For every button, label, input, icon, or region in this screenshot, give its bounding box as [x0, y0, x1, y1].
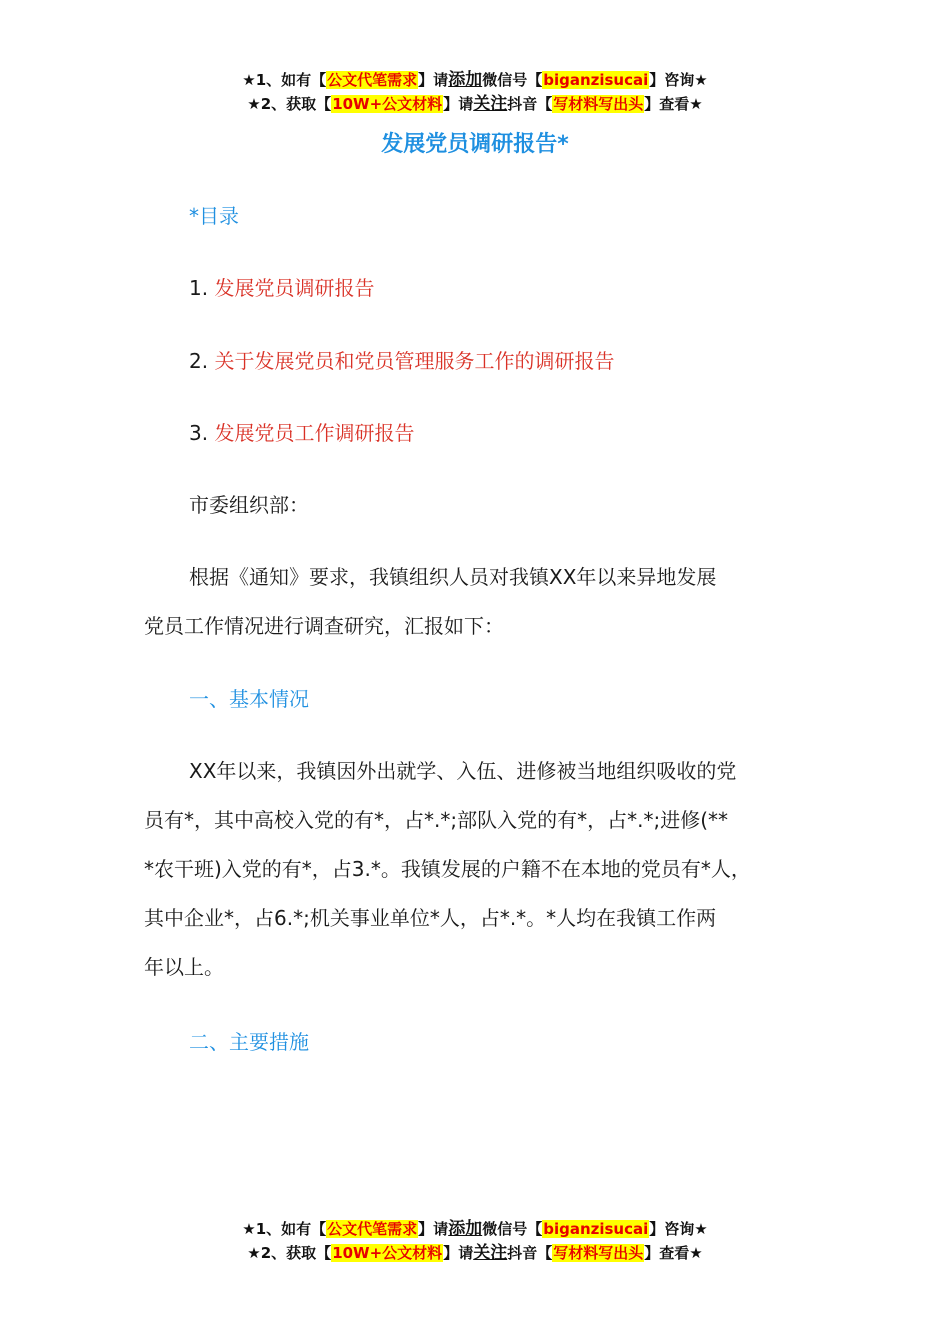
banner-line-1 [0, 1217, 950, 1241]
banner-text: 】请 [443, 1244, 474, 1262]
paragraph-line: *农干班)入党的有*，占3.*。我镇发展的户籍不在本地的党员有*人， [144, 857, 751, 881]
toc-number: 1. [189, 276, 209, 300]
banner-line-2 [0, 92, 950, 116]
intro-paragraph [144, 553, 834, 651]
star-icon: ★ [242, 71, 256, 89]
banner-text: 2、获取【 [260, 95, 332, 113]
banner-line-2 [0, 1241, 950, 1265]
bottom-banner [0, 1217, 950, 1265]
highlight-service: 公文代笔需求 [327, 71, 418, 89]
toc-item-3[interactable] [189, 409, 879, 458]
banner-text: 】查看★ [644, 1244, 703, 1262]
paragraph-line: 党员工作情况进行调查研究，汇报如下： [144, 614, 504, 638]
toc-link[interactable]: 发展党员调研报告 [214, 276, 375, 300]
highlight-douyin: 写材料写出头 [553, 1244, 644, 1262]
highlight-wechat-id: biganzisucai [543, 1220, 649, 1238]
section-1-paragraph [144, 747, 834, 992]
toc-link[interactable]: 关于发展党员和党员管理服务工作的调研报告 [214, 349, 615, 373]
toc-item-1[interactable] [189, 264, 879, 313]
toc-item-2[interactable] [189, 337, 879, 386]
banner-emphasis: 关注 [473, 1243, 508, 1263]
toc-heading: *目录 [189, 204, 239, 228]
banner-text: 微信号【 [482, 71, 543, 89]
toc-number: 3. [189, 421, 209, 445]
section-heading-2: 二、主要措施 [189, 1030, 309, 1054]
document-title: 发展党员调研报告* [381, 132, 569, 157]
banner-text: 】咨询★ [649, 1220, 708, 1238]
star-icon: ★ [242, 1220, 256, 1238]
banner-text: 1、如有【 [255, 1220, 327, 1238]
banner-text: 】咨询★ [649, 71, 708, 89]
banner-text: 微信号【 [482, 1220, 543, 1238]
toc-number: 2. [189, 349, 209, 373]
banner-text: 抖音【 [507, 95, 553, 113]
banner-line-1 [0, 68, 950, 92]
banner-text: 】请 [443, 95, 474, 113]
highlight-materials: 10W+公文材料 [332, 1244, 443, 1262]
section-heading-1: 一、基本情况 [189, 687, 309, 711]
banner-text: 】请 [418, 71, 449, 89]
banner-emphasis: 添加 [448, 70, 483, 90]
toc-link[interactable]: 发展党员工作调研报告 [214, 421, 415, 445]
highlight-service: 公文代笔需求 [327, 1220, 418, 1238]
banner-emphasis: 添加 [448, 1219, 483, 1239]
banner-text: 抖音【 [507, 1244, 553, 1262]
salutation: 市委组织部： [189, 493, 309, 517]
paragraph-line: 员有*，其中高校入党的有*，占*.*;部队入党的有*，占*.*;进修(** [144, 808, 728, 832]
paragraph-line: 其中企业*，占6.*;机关事业单位*人，占*.*。*人均在我镇工作两 [144, 906, 717, 930]
banner-text: 2、获取【 [260, 1244, 332, 1262]
star-icon: ★ [247, 95, 261, 113]
paragraph-line: 年以上。 [144, 955, 224, 979]
top-banner [0, 68, 950, 116]
star-icon: ★ [247, 1244, 261, 1262]
banner-text: 】查看★ [644, 95, 703, 113]
banner-text: 1、如有【 [255, 71, 327, 89]
highlight-douyin: 写材料写出头 [553, 95, 644, 113]
banner-emphasis: 关注 [473, 94, 508, 114]
paragraph-line: XX年以来，我镇因外出就学、入伍、进修被当地组织吸收的党 [189, 759, 737, 783]
banner-text: 】请 [418, 1220, 449, 1238]
paragraph-line: 根据《通知》要求，我镇组织人员对我镇XX年以来异地发展 [189, 565, 717, 589]
highlight-wechat-id: biganzisucai [543, 71, 649, 89]
highlight-materials: 10W+公文材料 [332, 95, 443, 113]
